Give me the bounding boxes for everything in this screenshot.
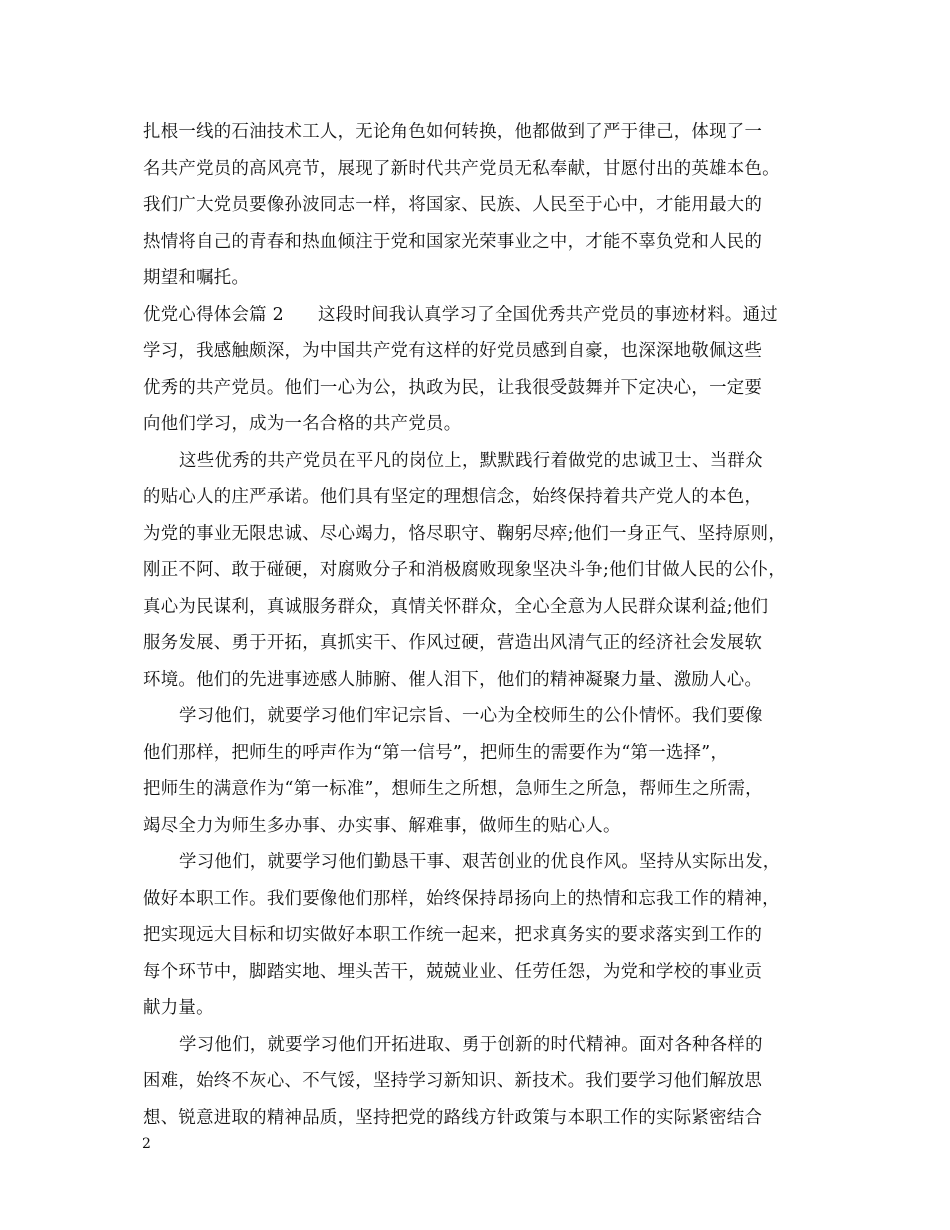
- text-line: 想、锐意进取的精神品质，坚持把党的路线方针政策与本职工作的实际紧密结合: [143, 1107, 763, 1128]
- text-line: 竭尽全力为师生多办事、办实事、解难事，做师生的贴心人。: [143, 815, 621, 836]
- page-number: 2: [142, 1136, 151, 1152]
- paragraph-2: [143, 443, 833, 699]
- text-line: 献力量。: [143, 998, 214, 1018]
- text-line: 真心为民谋利，真诚服务群众，真情关怀群众，全心全意为人民群众谋利益;他们: [143, 596, 769, 617]
- text-line: 学习他们，就要学习他们勤恳干事、艰苦创业的优良作风。坚持从实际出发，: [179, 852, 781, 872]
- text-line: 环境。他们的先进事迹感人肺腑、催人泪下，他们的精神凝聚力量、激励人心。: [143, 669, 763, 690]
- section-heading: 优党心得体会篇 2: [143, 304, 285, 325]
- section-2: [143, 297, 833, 443]
- text-line: 为党的事业无限忠诚、尽心竭力，恪尽职守、鞠躬尽瘁;他们一身正气、坚持原则，: [143, 523, 787, 544]
- text-line: 刚正不阿、敢于碰硬，对腐败分子和消极腐败现象坚决斗争;他们甘做人民的公仆，: [143, 560, 787, 580]
- paragraph-5: [143, 1027, 833, 1137]
- text-line: 学习他们，就要学习他们牢记宗旨、一心为全校师生的公仆情怀。我们要像: [179, 706, 763, 726]
- text-line: 这些优秀的共产党员在平凡的岗位上，默默践行着做党的忠诚卫士、当群众: [179, 450, 763, 471]
- text-line: 我们广大党员要像孙波同志一样，将国家、民族、人民至于心中，才能用最大的: [143, 195, 763, 215]
- text-line: 学习他们，就要学习他们开拓进取、勇于创新的时代精神。面对各种各样的: [179, 1034, 763, 1055]
- text-line: 热情将自己的青春和热血倾注于党和国家光荣事业之中，才能不辜负党和人民的: [143, 231, 763, 252]
- text-line: 他们那样，把师生的呼声作为“第一信号”，把师生的需要作为“第一选择”，: [143, 742, 729, 763]
- text-line: 困难，始终不灰心、不气馁，坚持学习新知识、新技术。我们要学习他们解放思: [143, 1071, 763, 1091]
- text-line: 的贴心人的庄严承诺。他们具有坚定的理想信念，始终保持着共产党人的本色，: [143, 487, 763, 507]
- text-line: 期望和嘱托。: [143, 268, 250, 288]
- text-line: 名共产党员的高风亮节，展现了新时代共产党员无私奉献，甘愿付出的英雄本色。: [143, 158, 780, 179]
- text-line: 把实现远大目标和切实做好本职工作统一起来，把求真务实的要求落实到工作的: [143, 925, 763, 945]
- text-segment: 这段时间我认真学习了全国优秀共产党员的事迹材料。通过: [318, 304, 778, 325]
- paragraph-intro: [143, 114, 833, 297]
- paragraph-4: [143, 844, 833, 1027]
- text-line: 做好本职工作。我们要像他们那样，始终保持昂扬向上的热情和忘我工作的精神，: [143, 888, 780, 909]
- text-line: 每个环节中，脚踏实地、埋头苦干，兢兢业业、任劳任怨，为党和学校的事业贡: [143, 961, 763, 982]
- text-line: 把师生的满意作为“第一标准”，想师生之所想，急师生之所急，帮师生之所需，: [143, 779, 763, 799]
- text-line: 向他们学习，成为一名合格的共产党员。: [143, 414, 462, 434]
- text-line: 服务发展、勇于开拓，真抓实干、作风过硬，营造出风清气正的经济社会发展软: [143, 633, 763, 653]
- text-line: 优秀的共产党员。他们一心为公，执政为民，让我很受鼓舞并下定决心，一定要: [143, 377, 763, 398]
- document-body: [143, 114, 833, 1136]
- section-first-line: [143, 297, 833, 334]
- paragraph-3: [143, 698, 833, 844]
- text-line: 学习，我感触颇深，为中国共产党有这样的好党员感到自豪，也深深地敬佩这些: [143, 341, 763, 361]
- text-line: 扎根一线的石油技术工人，无论角色如何转换，他都做到了严于律己，体现了一: [143, 122, 763, 142]
